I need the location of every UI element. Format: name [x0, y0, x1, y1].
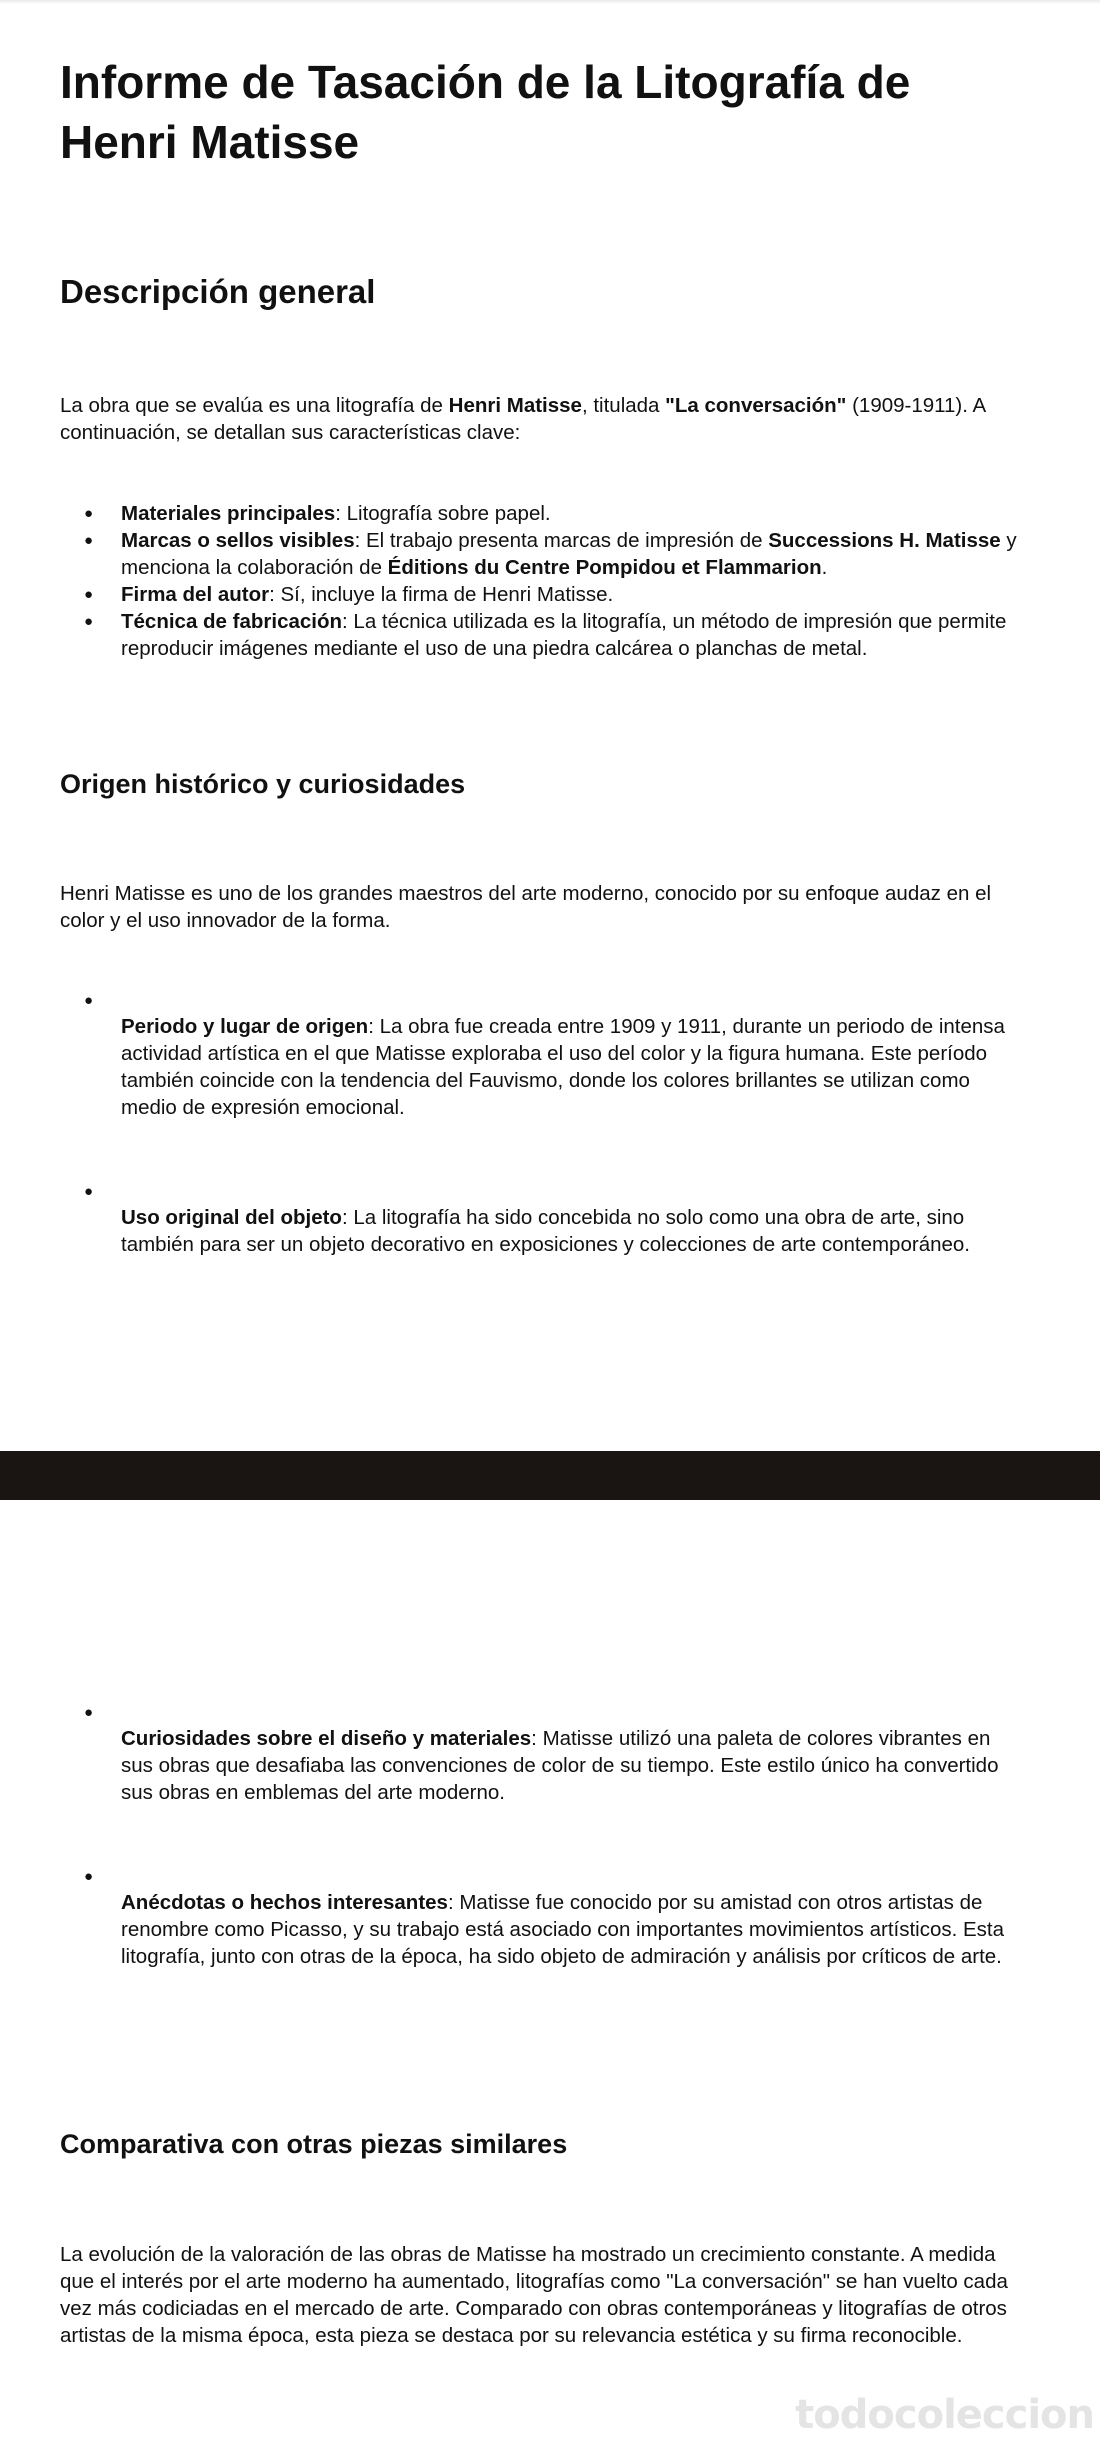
list-item-text [121, 1178, 1020, 1258]
bullet-icon: ● [84, 1704, 94, 1721]
bullet-icon: ● [84, 1868, 94, 1885]
bold-text: Henri Matisse [448, 394, 582, 417]
text-run: : La litografía ha sido concebida no solo como una obra de arte, sino también para ser un objeto decorativo en exposiciones y colecciones de arte contemporáneo. [121, 1206, 970, 1256]
text-run: : La técnica utilizada es la litografía, un método de impresión que permite reproducir imágenes mediante el uso de una piedra calcárea o planchas de metal. [121, 610, 1007, 660]
watermark-logo: todocoleccion [795, 2392, 1094, 2438]
list-item-curiosidades [60, 1699, 1020, 1806]
bold-text: Éditions du Centre Pompidou et Flammarion [387, 556, 822, 579]
bullet-icon: ● [84, 992, 94, 1009]
intro-paragraph-1 [60, 392, 1020, 446]
bold-text: Técnica de fabricación [121, 610, 343, 633]
page-break-divider [0, 1451, 1100, 1500]
text-run: La obra que se evalúa es una litografía de [60, 394, 449, 417]
bold-text: Successions H. Matisse [768, 529, 1001, 552]
list-item-anecdotas [60, 1863, 1020, 1970]
bold-text: Marcas o sellos visibles [121, 529, 355, 552]
intro-paragraph-2 [60, 880, 1020, 934]
bold-text: Anécdotas o hechos interesantes [121, 1891, 448, 1914]
intro-paragraph-3 [60, 2241, 1020, 2349]
bold-text: "La conversación" [665, 394, 847, 417]
bullet-icon: ● [84, 1183, 94, 1200]
text-run: (1909-1911). A continuación, se detallan sus características clave: [60, 394, 986, 444]
list-item-text [121, 1699, 1020, 1806]
text-run: . [821, 556, 828, 579]
text-run: : El trabajo presenta marcas de impresión de [354, 529, 769, 552]
list-item-marcas [60, 527, 1020, 581]
list-item-materiales [60, 500, 1020, 527]
text-run: , titulada [581, 394, 666, 417]
heading-origen-historico: Origen histórico y curiosidades [60, 769, 466, 799]
bold-text: Firma del autor [121, 583, 270, 606]
text-run: : Matisse utilizó una paleta de colores vibrantes en sus obras que desafiaba las convenciones de color de su tiempo. Este estilo único ha convertido sus obras en emblemas del arte moderno. [121, 1727, 999, 1804]
text-run: La evolución de la valoración de las obras de Matisse ha mostrado un crecimiento constante. A medida que el interés por el arte moderno ha aumentado, litografías como "La conversación" se han vuelto cada vez más codiciadas en el mercado de arte. Comparado con obras contemporáneas y litografías de otros artistas de la misma época, esta pieza se destaca por su relevancia estética y su firma reconocible. [60, 2243, 1008, 2347]
list-item-text [121, 987, 1020, 1121]
text-run: : Sí, incluye la firma de Henri Matisse. [269, 583, 614, 606]
top-shadow [0, 0, 1100, 4]
bold-text: Uso original del objeto [121, 1206, 342, 1229]
list-item-firma [60, 581, 1020, 608]
list-item-tecnica [60, 608, 1020, 662]
bold-text: Curiosidades sobre el diseño y materiales [121, 1727, 532, 1750]
text-run: : Litografía sobre papel. [335, 502, 551, 525]
bold-text: Periodo y lugar de origen [121, 1015, 369, 1038]
heading-comparativa: Comparativa con otras piezas similares [60, 2129, 568, 2159]
list-item-uso-original [60, 1178, 1020, 1258]
bold-text: Materiales principales [121, 502, 336, 525]
text-run: : La obra fue creada entre 1909 y 1911, durante un periodo de intensa actividad artística en el que Matisse exploraba el uso del color y la figura humana. Este período también coincide con la tendencia del Fauvismo, donde los colores brillantes se utilizan como medio de expresión emocional. [121, 1015, 1005, 1119]
text-run: y menciona la colaboración de [121, 529, 1017, 579]
list-item-text [121, 1863, 1020, 1970]
document-title: Informe de Tasación de la Litografía de Henri Matisse [60, 56, 911, 168]
list-item-periodo [60, 987, 1020, 1121]
text-run: Henri Matisse es uno de los grandes maestros del arte moderno, conocido por su enfoque audaz en el color y el uso innovador de la forma. [60, 882, 992, 932]
bullet-list-1 [60, 500, 1020, 662]
text-run: : Matisse fue conocido por su amistad con otros artistas de renombre como Picasso, y su trabajo está asociado con importantes movimientos artísticos. Esta litografía, junto con otras de la época, ha sido objeto de admiración y análisis por críticos de arte. [121, 1891, 1005, 1968]
heading-descripcion-general: Descripción general [60, 273, 376, 310]
